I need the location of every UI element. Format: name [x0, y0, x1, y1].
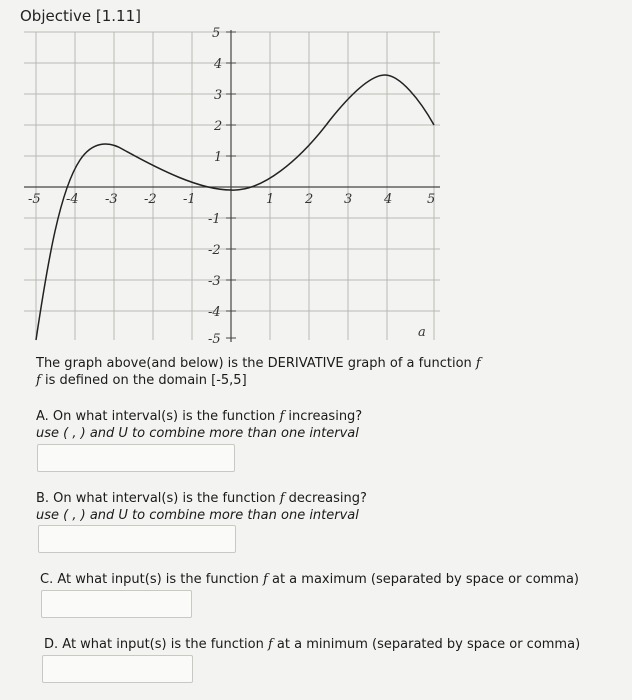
question-d: D. At what input(s) is the function f at a minimum (separated by space or comma) — [44, 637, 581, 652]
corner-mark: a — [418, 325, 426, 340]
question-a-hint: use ( , ) and U to combine more than one interval — [36, 426, 359, 441]
answer-a-input[interactable] — [37, 444, 235, 472]
x-tick-label: -3 — [105, 192, 118, 207]
y-tick-label: 3 — [214, 88, 223, 103]
y-tick-label: -2 — [208, 243, 221, 258]
page-title: Objective [1.11] — [20, 7, 141, 25]
x-tick-label: 4 — [384, 192, 393, 207]
derivative-curve — [36, 75, 434, 340]
y-tick-label: -5 — [208, 332, 221, 345]
x-tick-label: 2 — [305, 192, 314, 207]
answer-d-input[interactable] — [42, 655, 193, 683]
x-tick-label: 5 — [427, 192, 436, 207]
answer-b-input[interactable] — [38, 525, 236, 553]
y-tick-label: 4 — [214, 57, 223, 72]
y-tick-label: 1 — [214, 150, 223, 165]
x-tick-label: 1 — [266, 192, 275, 207]
x-tick-label: 3 — [344, 192, 353, 207]
y-tick-label: -3 — [208, 274, 221, 289]
question-b-hint: use ( , ) and U to combine more than one interval — [36, 508, 359, 523]
intro-text — [36, 355, 481, 389]
question-c: C. At what input(s) is the function f at a maximum (separated by space or comma) — [40, 572, 580, 587]
x-tick-label: -5 — [28, 192, 41, 207]
x-tick-label: -1 — [183, 192, 196, 207]
y-tick-label: -1 — [208, 212, 221, 227]
y-tick-label: 5 — [212, 26, 221, 41]
derivative-graph — [0, 0, 632, 345]
question-a: A. On what interval(s) is the function f increasing? use ( , ) and U to combine more than one interval — [36, 409, 363, 441]
y-tick-label: -4 — [208, 305, 221, 320]
y-tick-label: 2 — [214, 119, 223, 134]
x-tick-label: -4 — [66, 192, 79, 207]
answer-c-input[interactable] — [41, 590, 192, 618]
intro-line-1: The graph above(and below) is the DERIVATIVE graph of a function f — [36, 356, 481, 371]
question-b: B. On what interval(s) is the function f decreasing? use ( , ) and U to combine more than one interval — [36, 491, 367, 523]
graph-grid — [24, 32, 440, 340]
intro-line-2: f is defined on the domain [-5,5] — [36, 373, 247, 388]
x-tick-label: -2 — [144, 192, 157, 207]
